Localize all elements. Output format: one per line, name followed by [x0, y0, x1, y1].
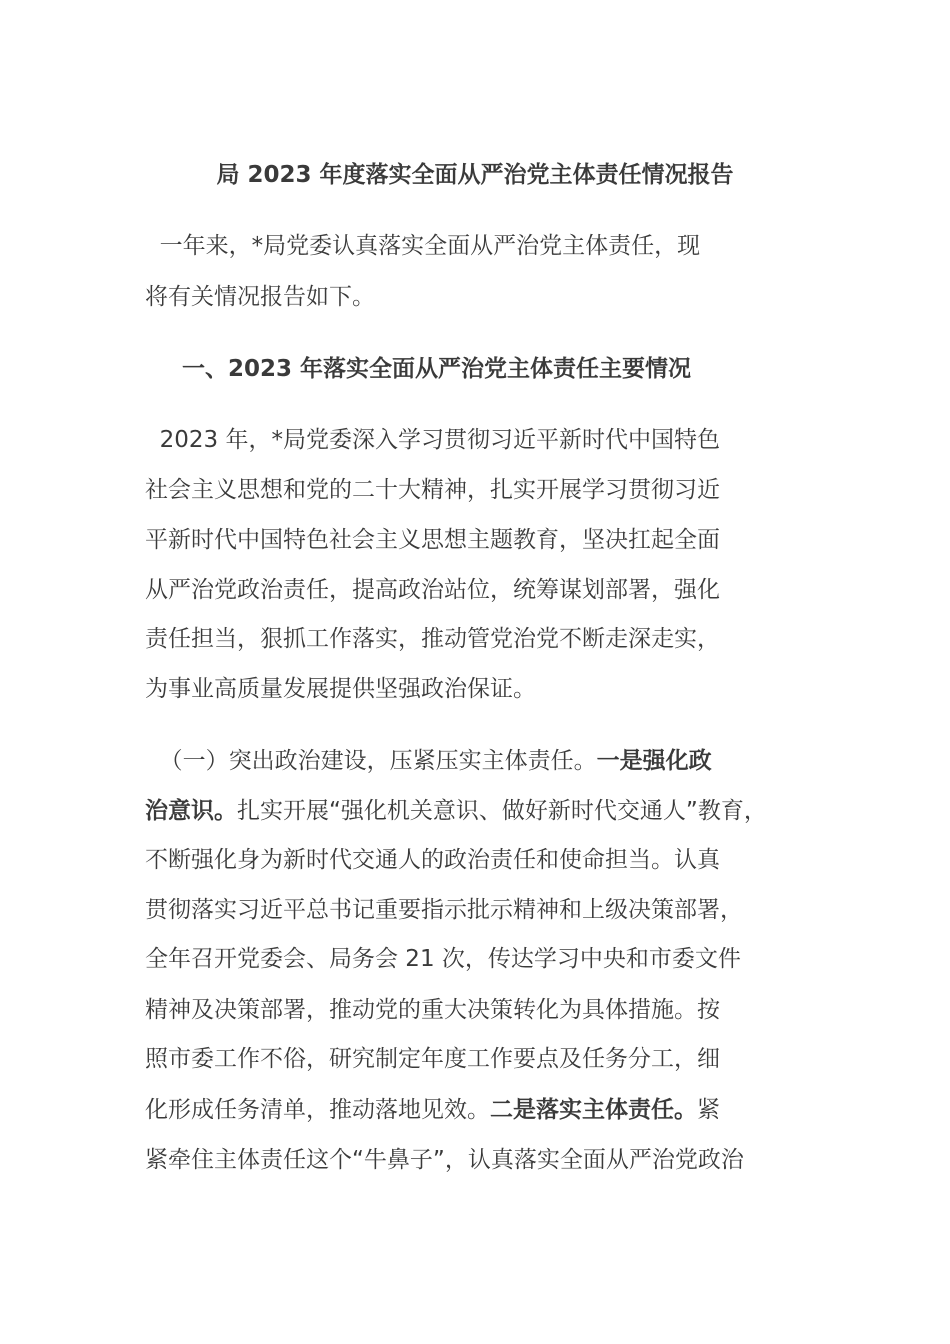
- paragraph-line: 从严治党政治责任，提高政治站位，统筹谋划部署，强化: [145, 577, 720, 603]
- paragraph-line: 贯彻落实习近平总书记重要指示批示精神和上级决策部署，: [145, 897, 743, 923]
- intro-line: 将有关情况报告如下。: [145, 284, 375, 310]
- paragraph-line: [145, 794, 767, 828]
- body-text: 紧: [697, 1097, 720, 1123]
- paragraph-line: 紧牵住主体责任这个“牛鼻子”，认真落实全面从严治党政治: [145, 1147, 744, 1173]
- bold-point: 二是落实主体责任。: [490, 1097, 697, 1123]
- body-text: 扎实开展“强化机关意识、做好新时代交通人”教育，: [237, 798, 767, 824]
- bold-point: 一是强化政: [596, 748, 712, 774]
- paragraph-line: 照市委工作不俗，研究制定年度工作要点及任务分工，细: [145, 1046, 720, 1072]
- paragraph-line: 责任担当，狠抓工作落实，推动管党治党不断走深走实，: [145, 626, 720, 652]
- paragraph-line: [145, 1093, 720, 1127]
- paragraph-line: 不断强化身为新时代交通人的政治责任和使命担当。认真: [145, 847, 720, 873]
- paragraph-line: 精神及决策部署，推动党的重大决策转化为具体措施。按: [145, 997, 720, 1023]
- bold-point: 治意识。: [145, 798, 237, 824]
- paragraph-line: 全年召开党委会、局务会 21 次，传达学习中央和市委文件: [145, 946, 741, 972]
- paragraph-line: 社会主义思想和党的二十大精神，扎实开展学习贯彻习近: [145, 477, 720, 503]
- body-text: 化形成任务清单，推动落地见效。: [145, 1097, 490, 1123]
- paragraph-line: 为事业高质量发展提供坚强政治保证。: [145, 676, 536, 702]
- document-title: 局 2023 年度落实全面从严治党主体责任情况报告: [216, 162, 734, 188]
- intro-line: 一年来，*局党委认真落实全面从严治党主体责任，现: [145, 233, 701, 259]
- subheading-text: （一）突出政治建设，压紧压实主体责任。: [145, 748, 597, 774]
- paragraph-line: 平新时代中国特色社会主义思想主题教育，坚决扛起全面: [145, 527, 720, 553]
- section-heading: 一、2023 年落实全面从严治党主体责任主要情况: [182, 356, 692, 382]
- paragraph-line: 2023 年，*局党委深入学习贯彻习近平新时代中国特色: [145, 427, 720, 453]
- paragraph-line: [145, 744, 712, 778]
